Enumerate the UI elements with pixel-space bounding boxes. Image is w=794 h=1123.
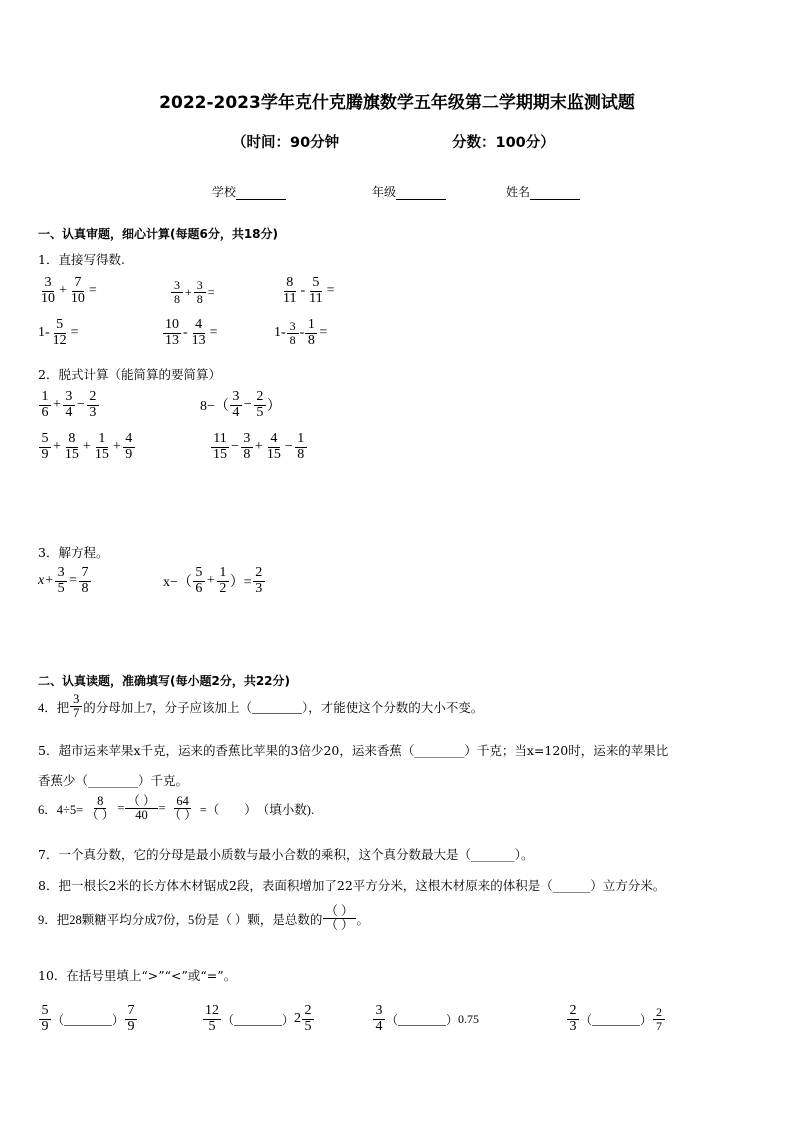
compare-10c: 3 4 （________） 0.75	[372, 1004, 479, 1034]
exam-time: （时间：90分钟	[232, 135, 340, 151]
compare-10b: 12 5 （________） 2 2 5	[202, 1004, 315, 1034]
question-6: 6．4÷5= 8 （ ） = （ ） 40 = 64 （ ） =（ ） （填小数).	[38, 794, 315, 823]
grade-field: 年级	[372, 183, 446, 200]
calc-2c: 5 9 + $\frac{8}{15}$ + $\frac{1}{15}$ + $\frac{4}{9}$	[38, 432, 136, 462]
calc-2a: 1 6 + $\frac{3}{4}$ − $\frac{2}{3}$	[38, 390, 100, 420]
section-2-heading: 二、认真读题，准确填写(每小题2分，共22分)	[38, 674, 291, 688]
page-title: 2022-2023学年克什克腾旗数学五年级第二学期期末监测试题	[159, 93, 635, 113]
school-field: 学校	[212, 183, 286, 200]
calc-2d: 11 15 − $\frac{3}{8}$ + $\frac{4}{15}$ − $\frac{1}{8}$	[210, 432, 308, 462]
question-10: 10．在括号里填上“>”“<”或“=”。	[38, 968, 237, 983]
compare-10d: 2 3 （________） 2 7	[566, 1004, 666, 1034]
exam-score: 分数：100分）	[452, 135, 555, 151]
calc-1e: 10 13 - $\frac{4}{13}$ =	[165, 317, 218, 348]
question-2: 2．脱式计算（能简算的要简算）	[38, 367, 221, 382]
calc-2b: 8−（ 3 4 − $\frac{2}{5}$ ）	[200, 389, 281, 420]
question-8: 8．把一根长2米的长方体木材锯成2段，表面积增加了22平方分米，这根木材原来的体积是（______）立方分米。	[38, 878, 666, 893]
question-1: 1．直接写得数.	[38, 252, 125, 267]
question-4: 4．把 3 7 的分母加上7，分子应该加上（________），才能使这个分数的大小不变。	[38, 692, 484, 721]
compare-10a: 5 9 （________） 7 9	[38, 1004, 138, 1034]
question-9: 9．把28颗糖平均分成7份，5份是（ ）颗，是总数的 （ ） （ ） 。	[38, 904, 370, 933]
question-5-line-2: 香蕉少（________）千克。	[38, 773, 189, 788]
calc-1a: 3 10 + $\frac{7}{10}$ =	[41, 275, 97, 306]
equation-3b: x−（ 5 6 + $\frac{1}{2}$ ）= $\frac{2}{3}$	[163, 566, 266, 596]
calc-1c: 8 11 - $\frac{5}{11}$ =	[283, 275, 335, 306]
equation-3a: x + $\frac{3}{5}$ = $\frac{7}{8}$	[38, 566, 92, 596]
question-5-line-1: 5．超市运来苹果x千克，运来的香蕉比苹果的3倍少20，运来香蕉（________）千克；当x=120时，运来的苹果比	[38, 743, 669, 758]
calc-1d: 1- $\frac{5}{12}$ =	[38, 317, 79, 348]
section-1-heading: 一、认真审题，细心计算(每题6分，共18分)	[38, 227, 279, 241]
name-field: 姓名	[506, 183, 580, 200]
question-7: 7．一个真分数，它的分母是最小质数与最小合数的乘积，这个真分数最大是（_______）。	[38, 847, 534, 862]
question-3: 3．解方程。	[38, 545, 109, 560]
calc-1f: 1- 3 8 - $\frac{1}{8}$ =	[274, 317, 328, 348]
calc-1b: 3 8 + $\frac{3}{8}$ =	[170, 279, 216, 305]
